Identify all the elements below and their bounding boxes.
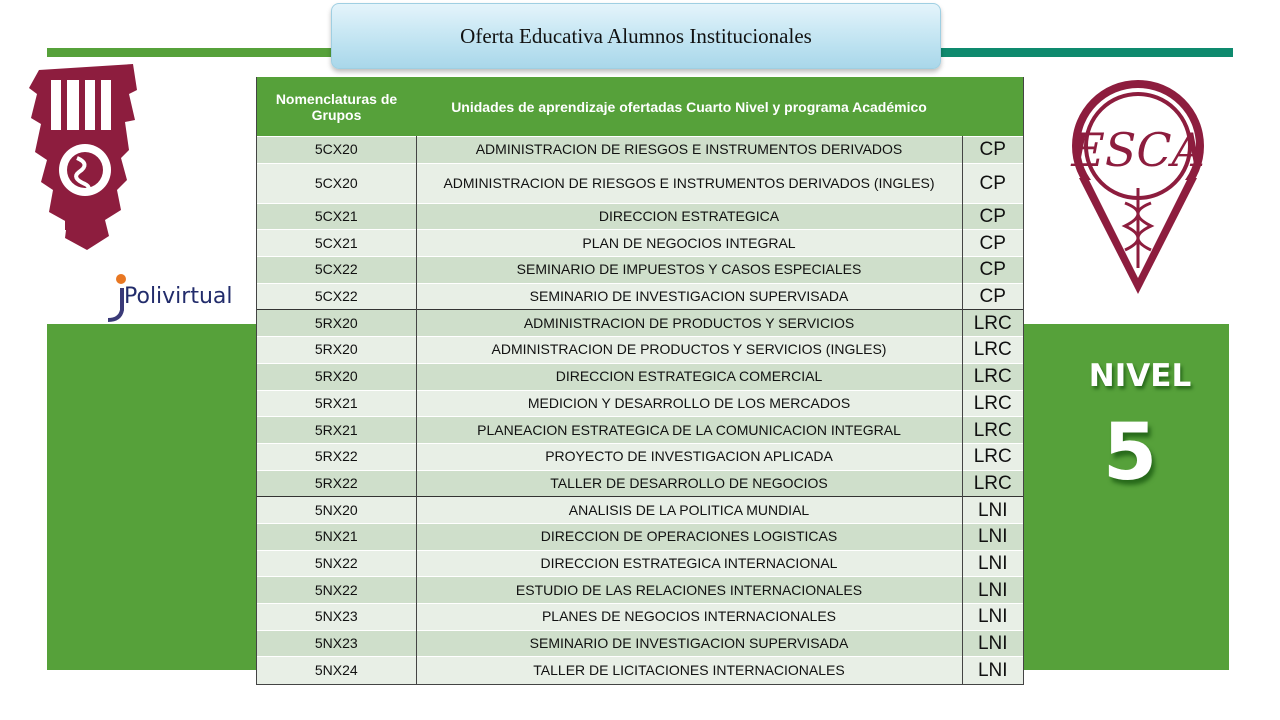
program-cell: LRC (962, 363, 1023, 390)
esca-logo (1055, 78, 1221, 298)
unit-cell: ESTUDIO DE LAS RELACIONES INTERNACIONALES (416, 577, 962, 604)
group-cell: 5RX21 (257, 390, 416, 417)
unit-cell: ADMINISTRACION DE PRODUCTOS Y SERVICIOS (INGLES) (416, 337, 962, 364)
table-row (257, 657, 1023, 684)
program-cell: LRC (962, 417, 1023, 444)
program-cell: LNI (962, 657, 1023, 684)
group-cell: 5CX22 (257, 283, 416, 310)
header-teal-line (930, 48, 1233, 57)
group-cell: 5CX22 (257, 257, 416, 284)
program-cell: LRC (962, 337, 1023, 364)
table-row (257, 497, 1023, 524)
table-row (257, 283, 1023, 310)
unit-cell: SEMINARIO DE INVESTIGACION SUPERVISADA (416, 283, 962, 310)
program-cell: CP (962, 230, 1023, 257)
group-cell: 5RX20 (257, 337, 416, 364)
group-cell: 5NX23 (257, 630, 416, 657)
group-cell: 5CX20 (257, 163, 416, 203)
table-row (257, 363, 1023, 390)
unit-cell: DIRECCION ESTRATEGICA INTERNACIONAL (416, 550, 962, 577)
table-row (257, 523, 1023, 550)
group-cell: 5CX21 (257, 230, 416, 257)
header-green-line (47, 48, 347, 57)
group-cell: 5NX22 (257, 577, 416, 604)
program-cell: CP (962, 137, 1023, 164)
table-row (257, 310, 1023, 337)
unit-cell: DIRECCION ESTRATEGICA (416, 203, 962, 230)
program-cell: LRC (962, 470, 1023, 497)
table-row (257, 443, 1023, 470)
table-row (257, 230, 1023, 257)
header-program (962, 77, 1023, 137)
polivirtual-logo-text: Polivirtual (124, 284, 233, 309)
unit-cell: ADMINISTRACION DE RIESGOS E INSTRUMENTOS DERIVADOS (416, 137, 962, 164)
unit-cell: ANALISIS DE LA POLITICA MUNDIAL (416, 497, 962, 524)
table-row (257, 604, 1023, 631)
table-row (257, 390, 1023, 417)
ipn-logo (25, 60, 147, 252)
table-row (257, 203, 1023, 230)
program-cell: LRC (962, 310, 1023, 337)
table-row (257, 163, 1023, 203)
unit-cell: PLANES DE NEGOCIOS INTERNACIONALES (416, 604, 962, 631)
group-cell: 5RX21 (257, 417, 416, 444)
group-cell: 5RX22 (257, 443, 416, 470)
table-row (257, 470, 1023, 497)
unit-cell: ADMINISTRACION DE RIESGOS E INSTRUMENTOS DERIVADOS (INGLES) (416, 163, 962, 203)
unit-cell: TALLER DE DESARROLLO DE NEGOCIOS (416, 470, 962, 497)
unit-cell: PLANEACION ESTRATEGICA DE LA COMUNICACION INTEGRAL (416, 417, 962, 444)
program-cell: LNI (962, 523, 1023, 550)
table-row (257, 417, 1023, 444)
page-title: Oferta Educativa Alumnos Institucionales (331, 3, 941, 69)
unit-cell: DIRECCION ESTRATEGICA COMERCIAL (416, 363, 962, 390)
group-cell: 5CX20 (257, 137, 416, 164)
group-cell: 5NX21 (257, 523, 416, 550)
table-row (257, 577, 1023, 604)
program-cell: LNI (962, 550, 1023, 577)
table-row (257, 630, 1023, 657)
program-cell: LNI (962, 604, 1023, 631)
header-groups: Nomenclaturas de Grupos (257, 77, 416, 137)
group-cell: 5RX22 (257, 470, 416, 497)
group-cell: 5NX23 (257, 604, 416, 631)
table-row (257, 137, 1023, 164)
program-cell: LNI (962, 630, 1023, 657)
group-cell: 5RX20 (257, 363, 416, 390)
program-cell: CP (962, 283, 1023, 310)
program-cell: CP (962, 203, 1023, 230)
header-units: Unidades de aprendizaje ofertadas Cuarto Nivel y programa Académico (416, 77, 962, 137)
unit-cell: PLAN DE NEGOCIOS INTEGRAL (416, 230, 962, 257)
table-header-row (257, 77, 1023, 137)
table-row (257, 337, 1023, 364)
group-cell: 5NX22 (257, 550, 416, 577)
nivel-label: NIVEL (1088, 358, 1192, 394)
unit-cell: DIRECCION DE OPERACIONES LOGISTICAS (416, 523, 962, 550)
unit-cell: TALLER DE LICITACIONES INTERNACIONALES (416, 657, 962, 684)
svg-text:ESCA: ESCA (1071, 123, 1205, 177)
program-cell: LNI (962, 577, 1023, 604)
group-cell: 5NX20 (257, 497, 416, 524)
courses-table (256, 77, 1024, 685)
program-cell: CP (962, 163, 1023, 203)
unit-cell: ADMINISTRACION DE PRODUCTOS Y SERVICIOS (416, 310, 962, 337)
table-row (257, 550, 1023, 577)
unit-cell: PROYECTO DE INVESTIGACION APLICADA (416, 443, 962, 470)
group-cell: 5RX20 (257, 310, 416, 337)
table-row (257, 257, 1023, 284)
unit-cell: SEMINARIO DE INVESTIGACION SUPERVISADA (416, 630, 962, 657)
unit-cell: MEDICION Y DESARROLLO DE LOS MERCADOS (416, 390, 962, 417)
nivel-number: 5 (1102, 408, 1158, 498)
program-cell: LRC (962, 443, 1023, 470)
program-cell: LRC (962, 390, 1023, 417)
group-cell: 5CX21 (257, 203, 416, 230)
unit-cell: SEMINARIO DE IMPUESTOS Y CASOS ESPECIALES (416, 257, 962, 284)
group-cell: 5NX24 (257, 657, 416, 684)
program-cell: LNI (962, 497, 1023, 524)
left-green-panel (47, 324, 259, 670)
program-cell: CP (962, 257, 1023, 284)
